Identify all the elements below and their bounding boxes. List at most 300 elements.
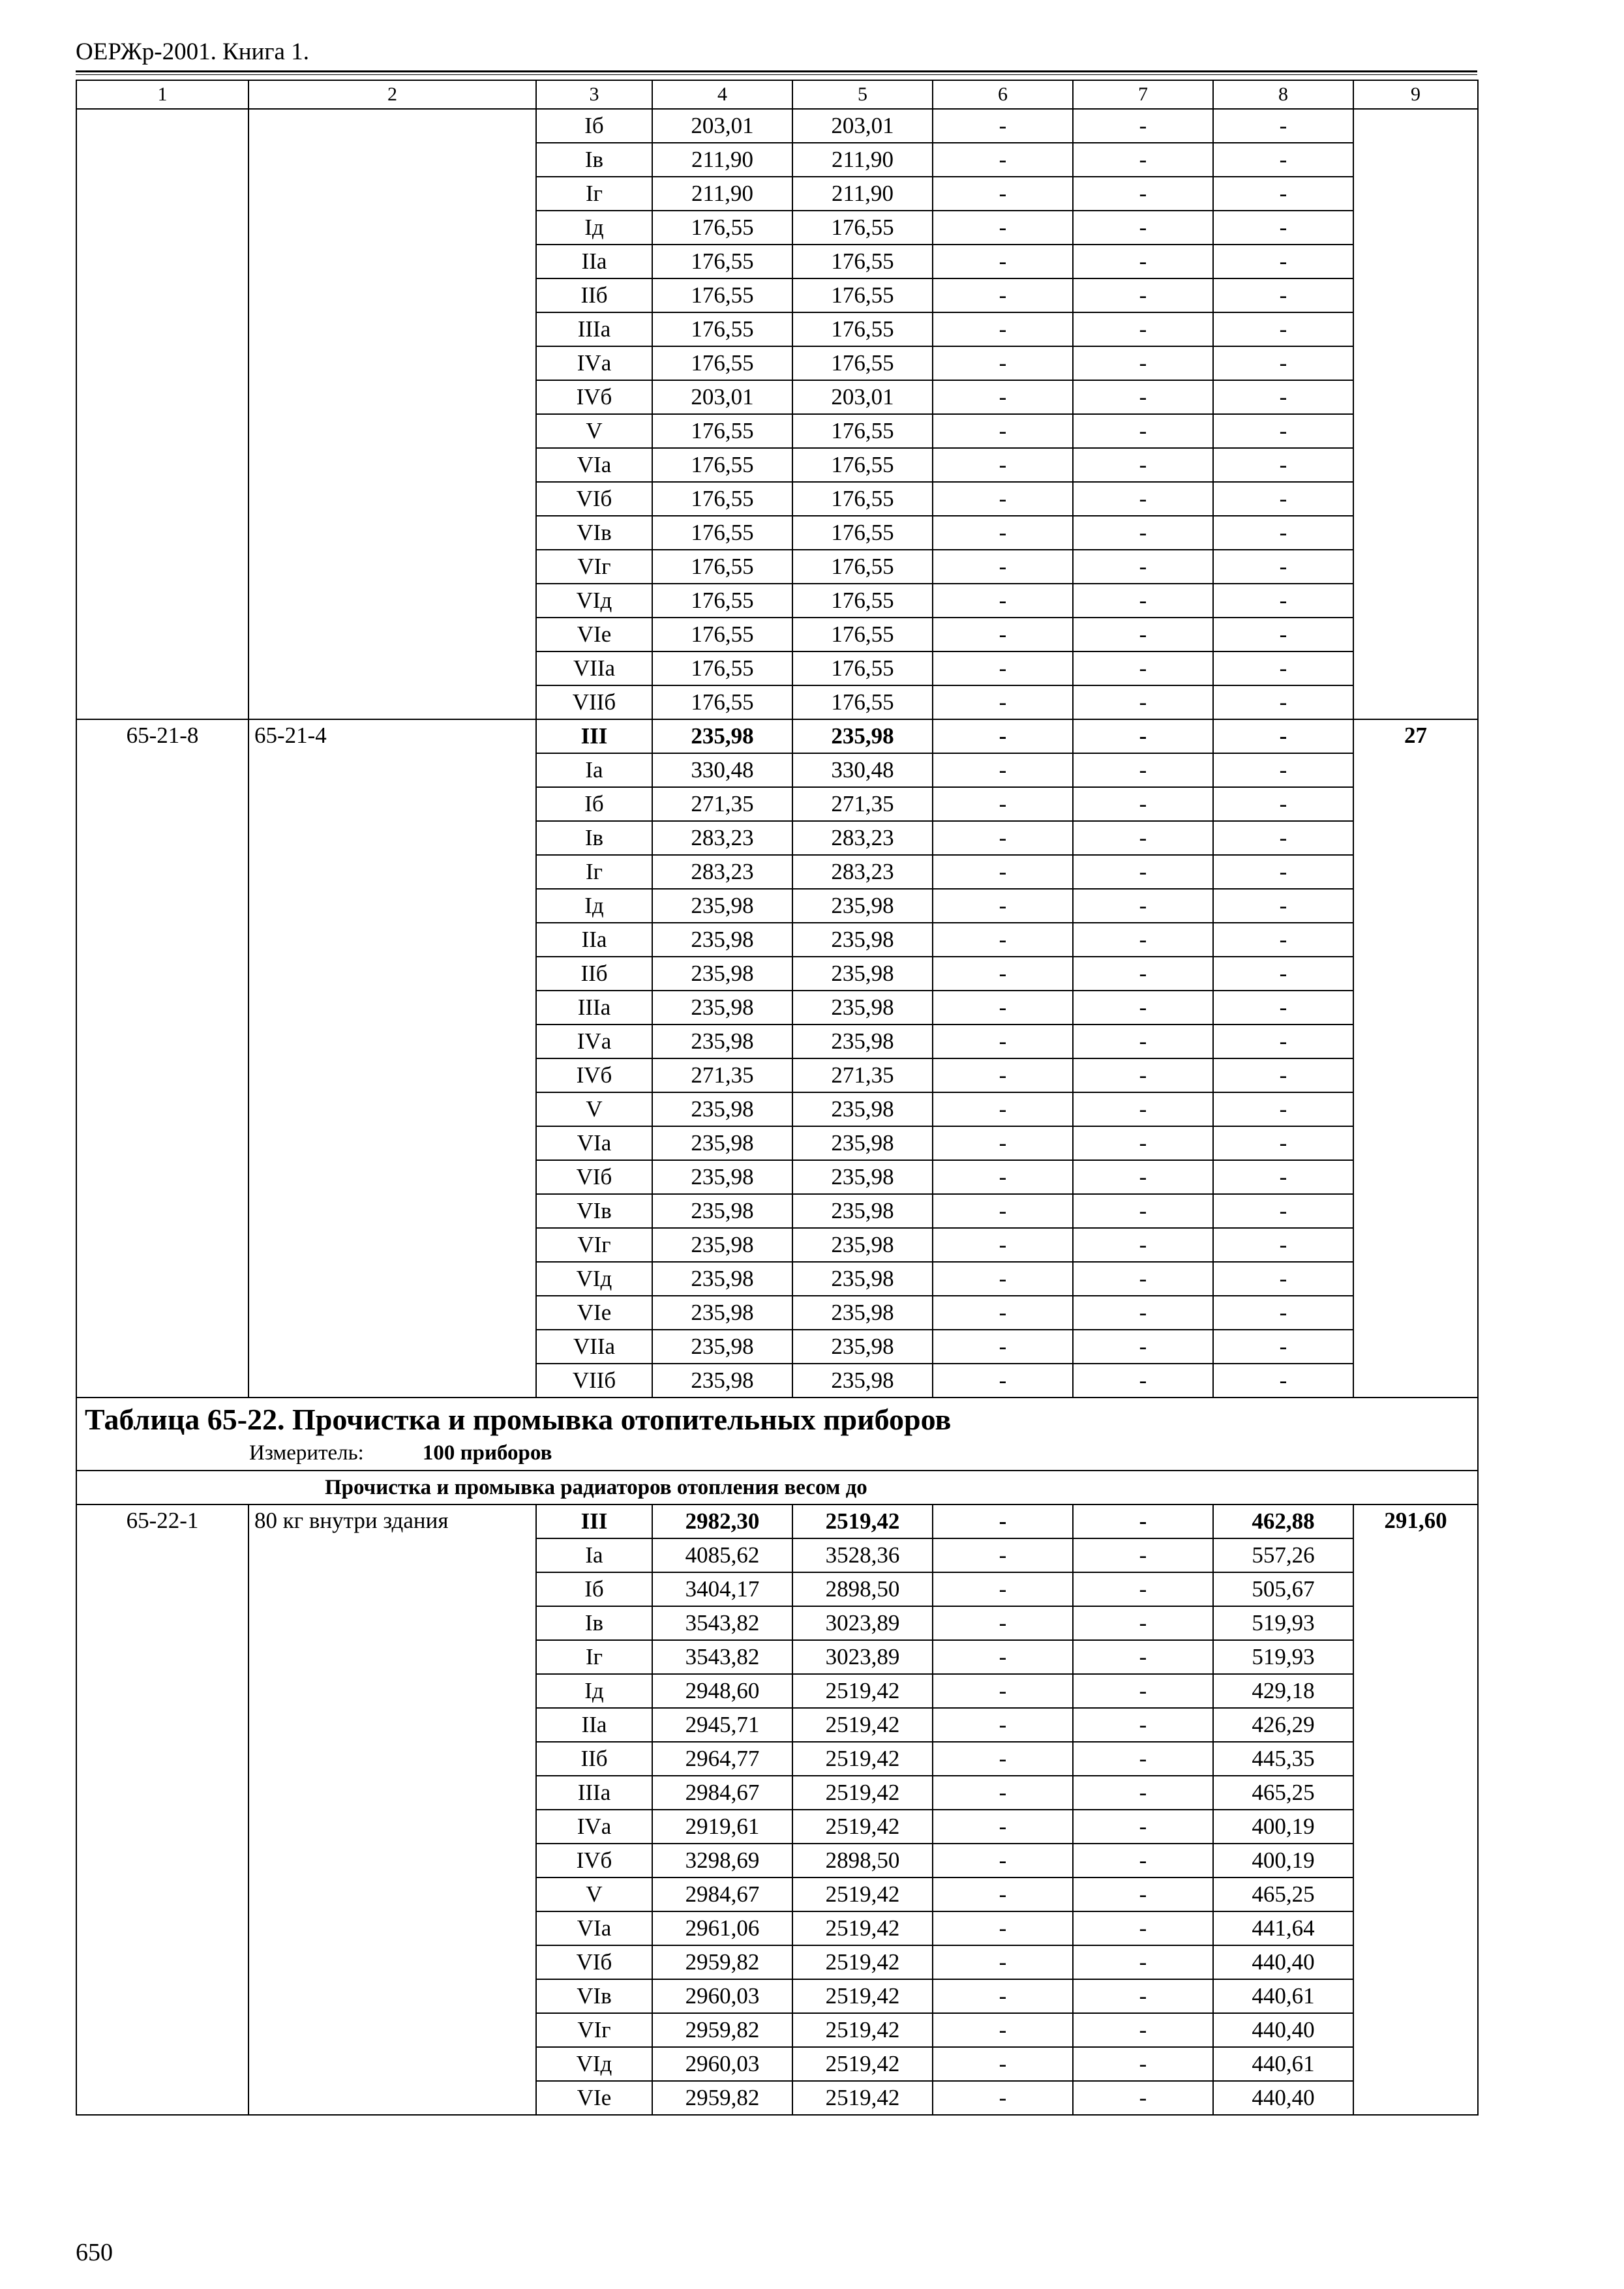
value-cell: - <box>1073 1979 1213 2013</box>
value-cell: 2959,82 <box>652 2081 792 2115</box>
value-cell: 519,93 <box>1213 1640 1353 1674</box>
value-cell: - <box>1073 1742 1213 1776</box>
value-cell: 176,55 <box>792 414 933 448</box>
header-rule <box>76 70 1477 72</box>
value-cell: 235,98 <box>792 1025 933 1058</box>
value-cell: - <box>933 2081 1073 2115</box>
value-cell: - <box>1073 1025 1213 1058</box>
value-cell: 235,98 <box>792 1160 933 1194</box>
value-cell: IIб <box>536 278 652 312</box>
value-cell: 235,98 <box>792 957 933 991</box>
measure-label: Измеритель: <box>249 1441 364 1465</box>
value-cell: - <box>1213 482 1353 516</box>
column-number: 5 <box>792 80 933 109</box>
value-cell: 519,93 <box>1213 1606 1353 1640</box>
value-cell: - <box>1073 143 1213 177</box>
value-cell: - <box>933 346 1073 380</box>
value-cell: 3023,89 <box>792 1606 933 1640</box>
value-cell: - <box>1073 787 1213 821</box>
value-cell: VIв <box>536 1194 652 1228</box>
value-cell: - <box>933 2047 1073 2081</box>
value-cell: IIIа <box>536 991 652 1025</box>
value-cell: - <box>1073 719 1213 753</box>
value-cell: VIб <box>536 482 652 516</box>
value-cell: - <box>1073 651 1213 685</box>
value-cell: VIг <box>536 1228 652 1262</box>
value-cell: Iб <box>536 109 652 143</box>
value-cell: - <box>933 1538 1073 1572</box>
value-cell: 235,98 <box>652 1228 792 1262</box>
value-cell: 176,55 <box>792 618 933 651</box>
value-cell: 3023,89 <box>792 1640 933 1674</box>
value-cell: - <box>1073 821 1213 855</box>
value-cell: - <box>1213 1228 1353 1262</box>
value-cell: - <box>1213 177 1353 211</box>
value-cell: - <box>1073 1606 1213 1640</box>
value-cell: 235,98 <box>652 923 792 957</box>
description-cell: 80 кг внутри здания <box>248 1504 536 2115</box>
value-cell: - <box>1213 1296 1353 1330</box>
value-cell: - <box>933 143 1073 177</box>
value-cell: 235,98 <box>652 1364 792 1398</box>
value-cell: 2948,60 <box>652 1674 792 1708</box>
value-cell: - <box>1073 1878 1213 1911</box>
value-cell: 426,29 <box>1213 1708 1353 1742</box>
value-cell: IVа <box>536 1025 652 1058</box>
value-cell: - <box>1073 1194 1213 1228</box>
value-cell: 235,98 <box>652 1296 792 1330</box>
value-cell: - <box>1073 482 1213 516</box>
value-cell: - <box>1073 1058 1213 1092</box>
value-cell: - <box>933 1708 1073 1742</box>
value-cell: - <box>1213 957 1353 991</box>
value-cell: - <box>1213 550 1353 584</box>
value-cell: - <box>1073 889 1213 923</box>
value-cell: - <box>1073 1708 1213 1742</box>
value-cell: 235,98 <box>792 1364 933 1398</box>
value-cell: 465,25 <box>1213 1878 1353 1911</box>
value-cell: 176,55 <box>652 550 792 584</box>
value-cell: - <box>933 1092 1073 1126</box>
value-cell: Iг <box>536 1640 652 1674</box>
value-cell: IVб <box>536 1058 652 1092</box>
value-cell: 176,55 <box>652 516 792 550</box>
value-cell: IVб <box>536 380 652 414</box>
value-cell: VIг <box>536 550 652 584</box>
value-cell: 2519,42 <box>792 2013 933 2047</box>
value-cell: III <box>536 1504 652 1538</box>
value-cell: 235,98 <box>652 1092 792 1126</box>
value-cell: 2919,61 <box>652 1810 792 1844</box>
value-cell: 235,98 <box>652 1262 792 1296</box>
value-cell: 176,55 <box>652 651 792 685</box>
value-cell: 440,40 <box>1213 2081 1353 2115</box>
value-cell: 235,98 <box>792 1228 933 1262</box>
value-cell: 235,98 <box>792 1296 933 1330</box>
description-cell <box>248 109 536 719</box>
value-cell: - <box>933 2013 1073 2047</box>
value-cell: 465,25 <box>1213 1776 1353 1810</box>
value-cell: - <box>1073 2047 1213 2081</box>
value-cell: 2519,42 <box>792 1911 933 1945</box>
value-cell: 235,98 <box>792 1126 933 1160</box>
value-cell: 235,98 <box>652 1126 792 1160</box>
value-cell: 440,40 <box>1213 1945 1353 1979</box>
value-cell: - <box>1073 1126 1213 1160</box>
value-cell: 211,90 <box>652 143 792 177</box>
value-cell: - <box>1073 1945 1213 1979</box>
value-cell: 400,19 <box>1213 1810 1353 1844</box>
value-cell: 271,35 <box>652 787 792 821</box>
value-cell: IIIа <box>536 1776 652 1810</box>
value-cell: 176,55 <box>792 651 933 685</box>
value-cell: VIIб <box>536 685 652 719</box>
value-cell: - <box>933 651 1073 685</box>
value-cell: 2519,42 <box>792 1878 933 1911</box>
value-cell: - <box>1213 821 1353 855</box>
value-cell: - <box>1073 957 1213 991</box>
value-cell: - <box>1073 618 1213 651</box>
value-cell: VIIа <box>536 651 652 685</box>
value-cell: 2964,77 <box>652 1742 792 1776</box>
subheading-row <box>76 1471 1478 1504</box>
value-cell: VIв <box>536 516 652 550</box>
value-cell: 235,98 <box>792 1092 933 1126</box>
value-cell: VIд <box>536 584 652 618</box>
value-cell: 203,01 <box>652 380 792 414</box>
value-cell: - <box>933 1160 1073 1194</box>
value-cell: - <box>1073 245 1213 278</box>
value-cell: Iг <box>536 177 652 211</box>
value-cell: - <box>933 1025 1073 1058</box>
value-cell: VIе <box>536 1296 652 1330</box>
table-row <box>76 109 1478 143</box>
value-cell: VIа <box>536 1911 652 1945</box>
value-cell: - <box>933 278 1073 312</box>
value-cell: - <box>933 1262 1073 1296</box>
value-cell: VIг <box>536 2013 652 2047</box>
value-cell: IIа <box>536 245 652 278</box>
col9-cell: 27 <box>1353 719 1478 1398</box>
value-cell: - <box>933 1844 1073 1878</box>
value-cell: - <box>1213 1194 1353 1228</box>
column-number: 1 <box>76 80 248 109</box>
value-cell: - <box>1213 991 1353 1025</box>
value-cell: - <box>933 1810 1073 1844</box>
value-cell: - <box>1073 109 1213 143</box>
table-row <box>76 1504 1478 1538</box>
column-number: 8 <box>1213 80 1353 109</box>
table-body <box>76 80 1478 2115</box>
value-cell: 176,55 <box>792 312 933 346</box>
value-cell: 176,55 <box>792 245 933 278</box>
value-cell: 2961,06 <box>652 1911 792 1945</box>
value-cell: VIд <box>536 2047 652 2081</box>
value-cell: - <box>1213 109 1353 143</box>
value-cell: 176,55 <box>652 312 792 346</box>
value-cell: 441,64 <box>1213 1911 1353 1945</box>
value-cell: Iг <box>536 855 652 889</box>
value-cell: - <box>1073 516 1213 550</box>
value-cell: V <box>536 414 652 448</box>
value-cell: Iб <box>536 787 652 821</box>
value-cell: - <box>933 1330 1073 1364</box>
value-cell: - <box>933 211 1073 245</box>
measure-line <box>85 1439 1471 1467</box>
value-cell: - <box>1213 855 1353 889</box>
value-cell: - <box>1213 245 1353 278</box>
value-cell: - <box>933 685 1073 719</box>
value-cell: - <box>933 1194 1073 1228</box>
value-cell: IIб <box>536 1742 652 1776</box>
value-cell: - <box>933 448 1073 482</box>
value-cell: 176,55 <box>652 346 792 380</box>
value-cell: - <box>933 1228 1073 1262</box>
col9-cell: 291,60 <box>1353 1504 1478 2115</box>
value-cell: - <box>1073 550 1213 584</box>
value-cell: 3528,36 <box>792 1538 933 1572</box>
value-cell: - <box>933 618 1073 651</box>
value-cell: 3543,82 <box>652 1606 792 1640</box>
value-cell: 2960,03 <box>652 1979 792 2013</box>
value-cell: - <box>1213 889 1353 923</box>
value-cell: - <box>1073 1364 1213 1398</box>
value-cell: VIе <box>536 618 652 651</box>
value-cell: VIб <box>536 1945 652 1979</box>
value-cell: - <box>933 1364 1073 1398</box>
value-cell: IVа <box>536 1810 652 1844</box>
value-cell: 176,55 <box>652 448 792 482</box>
value-cell: 235,98 <box>652 991 792 1025</box>
value-cell: 462,88 <box>1213 1504 1353 1538</box>
value-cell: - <box>1073 1262 1213 1296</box>
value-cell: - <box>1213 312 1353 346</box>
value-cell: - <box>933 1640 1073 1674</box>
value-cell: 4085,62 <box>652 1538 792 1572</box>
value-cell: - <box>933 584 1073 618</box>
value-cell: - <box>933 889 1073 923</box>
value-cell: - <box>933 1776 1073 1810</box>
value-cell: Iв <box>536 821 652 855</box>
value-cell: 271,35 <box>792 1058 933 1092</box>
value-cell: - <box>933 1058 1073 1092</box>
value-cell: - <box>1073 685 1213 719</box>
value-cell: - <box>933 1572 1073 1606</box>
value-cell: 176,55 <box>652 414 792 448</box>
value-cell: 176,55 <box>652 278 792 312</box>
value-cell: - <box>1073 177 1213 211</box>
value-cell: - <box>933 245 1073 278</box>
value-cell: VIа <box>536 448 652 482</box>
value-cell: IIа <box>536 923 652 957</box>
column-number: 7 <box>1073 80 1213 109</box>
value-cell: IIIа <box>536 312 652 346</box>
value-cell: Iб <box>536 1572 652 1606</box>
value-cell: - <box>933 1606 1073 1640</box>
value-cell: 271,35 <box>792 787 933 821</box>
value-cell: - <box>1073 1640 1213 1674</box>
value-cell: 2519,42 <box>792 1674 933 1708</box>
value-cell: 2898,50 <box>792 1844 933 1878</box>
value-cell: - <box>1073 855 1213 889</box>
value-cell: - <box>1213 1160 1353 1194</box>
column-number: 3 <box>536 80 652 109</box>
value-cell: 176,55 <box>792 516 933 550</box>
value-cell: 176,55 <box>792 482 933 516</box>
value-cell: 2898,50 <box>792 1572 933 1606</box>
column-number: 6 <box>933 80 1073 109</box>
col9-cell <box>1353 109 1478 719</box>
value-cell: - <box>1073 1160 1213 1194</box>
table-title: Таблица 65-22. Прочистка и промывка отопительных приборов <box>85 1403 952 1436</box>
value-cell: 176,55 <box>652 211 792 245</box>
value-cell: 557,26 <box>1213 1538 1353 1572</box>
value-cell: Iд <box>536 1674 652 1708</box>
value-cell: - <box>1073 1572 1213 1606</box>
value-cell: 445,35 <box>1213 1742 1353 1776</box>
value-cell: 400,19 <box>1213 1844 1353 1878</box>
value-cell: VIд <box>536 1262 652 1296</box>
value-cell: - <box>933 821 1073 855</box>
value-cell: 235,98 <box>792 1330 933 1364</box>
value-cell: 2519,42 <box>792 1504 933 1538</box>
value-cell: Iв <box>536 1606 652 1640</box>
value-cell: - <box>933 414 1073 448</box>
value-cell: - <box>933 312 1073 346</box>
value-cell: VIв <box>536 1979 652 2013</box>
column-number: 9 <box>1353 80 1478 109</box>
value-cell: 283,23 <box>792 821 933 855</box>
value-cell: 203,01 <box>792 109 933 143</box>
value-cell: - <box>1213 448 1353 482</box>
value-cell: - <box>933 753 1073 787</box>
value-cell: VIIб <box>536 1364 652 1398</box>
value-cell: 2984,67 <box>652 1776 792 1810</box>
value-cell: 2519,42 <box>792 1945 933 1979</box>
column-number: 4 <box>652 80 792 109</box>
value-cell: - <box>1073 1504 1213 1538</box>
value-cell: - <box>1213 1262 1353 1296</box>
value-cell: 176,55 <box>652 618 792 651</box>
value-cell: 235,98 <box>792 1262 933 1296</box>
value-cell: 176,55 <box>652 584 792 618</box>
value-cell: - <box>1073 380 1213 414</box>
value-cell: - <box>933 177 1073 211</box>
value-cell: - <box>1213 753 1353 787</box>
value-cell: IVб <box>536 1844 652 1878</box>
value-cell: - <box>1213 1025 1353 1058</box>
value-cell: - <box>933 923 1073 957</box>
value-cell: 330,48 <box>792 753 933 787</box>
value-cell: - <box>933 482 1073 516</box>
value-cell: 235,98 <box>652 1025 792 1058</box>
value-cell: - <box>933 719 1073 753</box>
value-cell: 271,35 <box>652 1058 792 1092</box>
value-cell: - <box>1213 787 1353 821</box>
value-cell: 235,98 <box>792 719 933 753</box>
value-cell: 235,98 <box>652 719 792 753</box>
value-cell: - <box>1213 618 1353 651</box>
value-cell: - <box>1213 380 1353 414</box>
value-cell: VIе <box>536 2081 652 2115</box>
table-title-cell <box>76 1398 1478 1471</box>
description-cell: 65-21-4 <box>248 719 536 1398</box>
value-cell: - <box>933 516 1073 550</box>
value-cell: - <box>1073 1674 1213 1708</box>
value-cell: 176,55 <box>792 584 933 618</box>
value-cell: III <box>536 719 652 753</box>
value-cell: - <box>1213 346 1353 380</box>
header-rule-thin <box>76 74 1477 75</box>
value-cell: - <box>1073 1330 1213 1364</box>
value-cell: 3543,82 <box>652 1640 792 1674</box>
value-cell: - <box>1073 312 1213 346</box>
value-cell: 176,55 <box>792 448 933 482</box>
value-cell: 176,55 <box>792 346 933 380</box>
value-cell: 2959,82 <box>652 1945 792 1979</box>
value-cell: - <box>933 550 1073 584</box>
value-cell: 283,23 <box>652 821 792 855</box>
value-cell: - <box>1073 1911 1213 1945</box>
value-cell: - <box>1213 414 1353 448</box>
value-cell: - <box>1213 1058 1353 1092</box>
value-cell: 440,61 <box>1213 2047 1353 2081</box>
table-title-row <box>76 1398 1478 1471</box>
value-cell: - <box>1073 1776 1213 1810</box>
value-cell: 235,98 <box>652 1194 792 1228</box>
value-cell: - <box>1213 1126 1353 1160</box>
value-cell: 2960,03 <box>652 2047 792 2081</box>
value-cell: - <box>933 109 1073 143</box>
value-cell: 235,98 <box>652 889 792 923</box>
value-cell: 235,98 <box>652 957 792 991</box>
value-cell: 2945,71 <box>652 1708 792 1742</box>
value-cell: - <box>933 1296 1073 1330</box>
value-cell: - <box>1073 448 1213 482</box>
value-cell: 330,48 <box>652 753 792 787</box>
value-cell: - <box>1073 346 1213 380</box>
value-cell: - <box>1213 923 1353 957</box>
value-cell: 211,90 <box>652 177 792 211</box>
value-cell: 2519,42 <box>792 2047 933 2081</box>
value-cell: IIб <box>536 957 652 991</box>
value-cell: 2519,42 <box>792 1979 933 2013</box>
value-cell: - <box>933 1742 1073 1776</box>
value-cell: V <box>536 1092 652 1126</box>
code-cell <box>76 109 248 719</box>
value-cell: Iв <box>536 143 652 177</box>
value-cell: - <box>1073 923 1213 957</box>
value-cell: - <box>1073 1092 1213 1126</box>
value-cell: 235,98 <box>652 1330 792 1364</box>
value-cell: - <box>1073 1538 1213 1572</box>
value-cell: 2959,82 <box>652 2013 792 2047</box>
value-cell: 176,55 <box>652 685 792 719</box>
value-cell: 2984,67 <box>652 1878 792 1911</box>
value-cell: 211,90 <box>792 177 933 211</box>
value-cell: 2519,42 <box>792 2081 933 2115</box>
subheading: Прочистка и промывка радиаторов отопления весом до <box>76 1471 1478 1504</box>
value-cell: - <box>1073 414 1213 448</box>
value-cell: 440,61 <box>1213 1979 1353 2013</box>
value-cell: 235,98 <box>792 1194 933 1228</box>
value-cell: - <box>933 1504 1073 1538</box>
value-cell: - <box>933 1878 1073 1911</box>
page-header: ОЕРЖр-2001. Книга 1. <box>76 38 309 65</box>
value-cell: 176,55 <box>792 211 933 245</box>
value-cell: - <box>933 855 1073 889</box>
value-cell: - <box>1073 1296 1213 1330</box>
